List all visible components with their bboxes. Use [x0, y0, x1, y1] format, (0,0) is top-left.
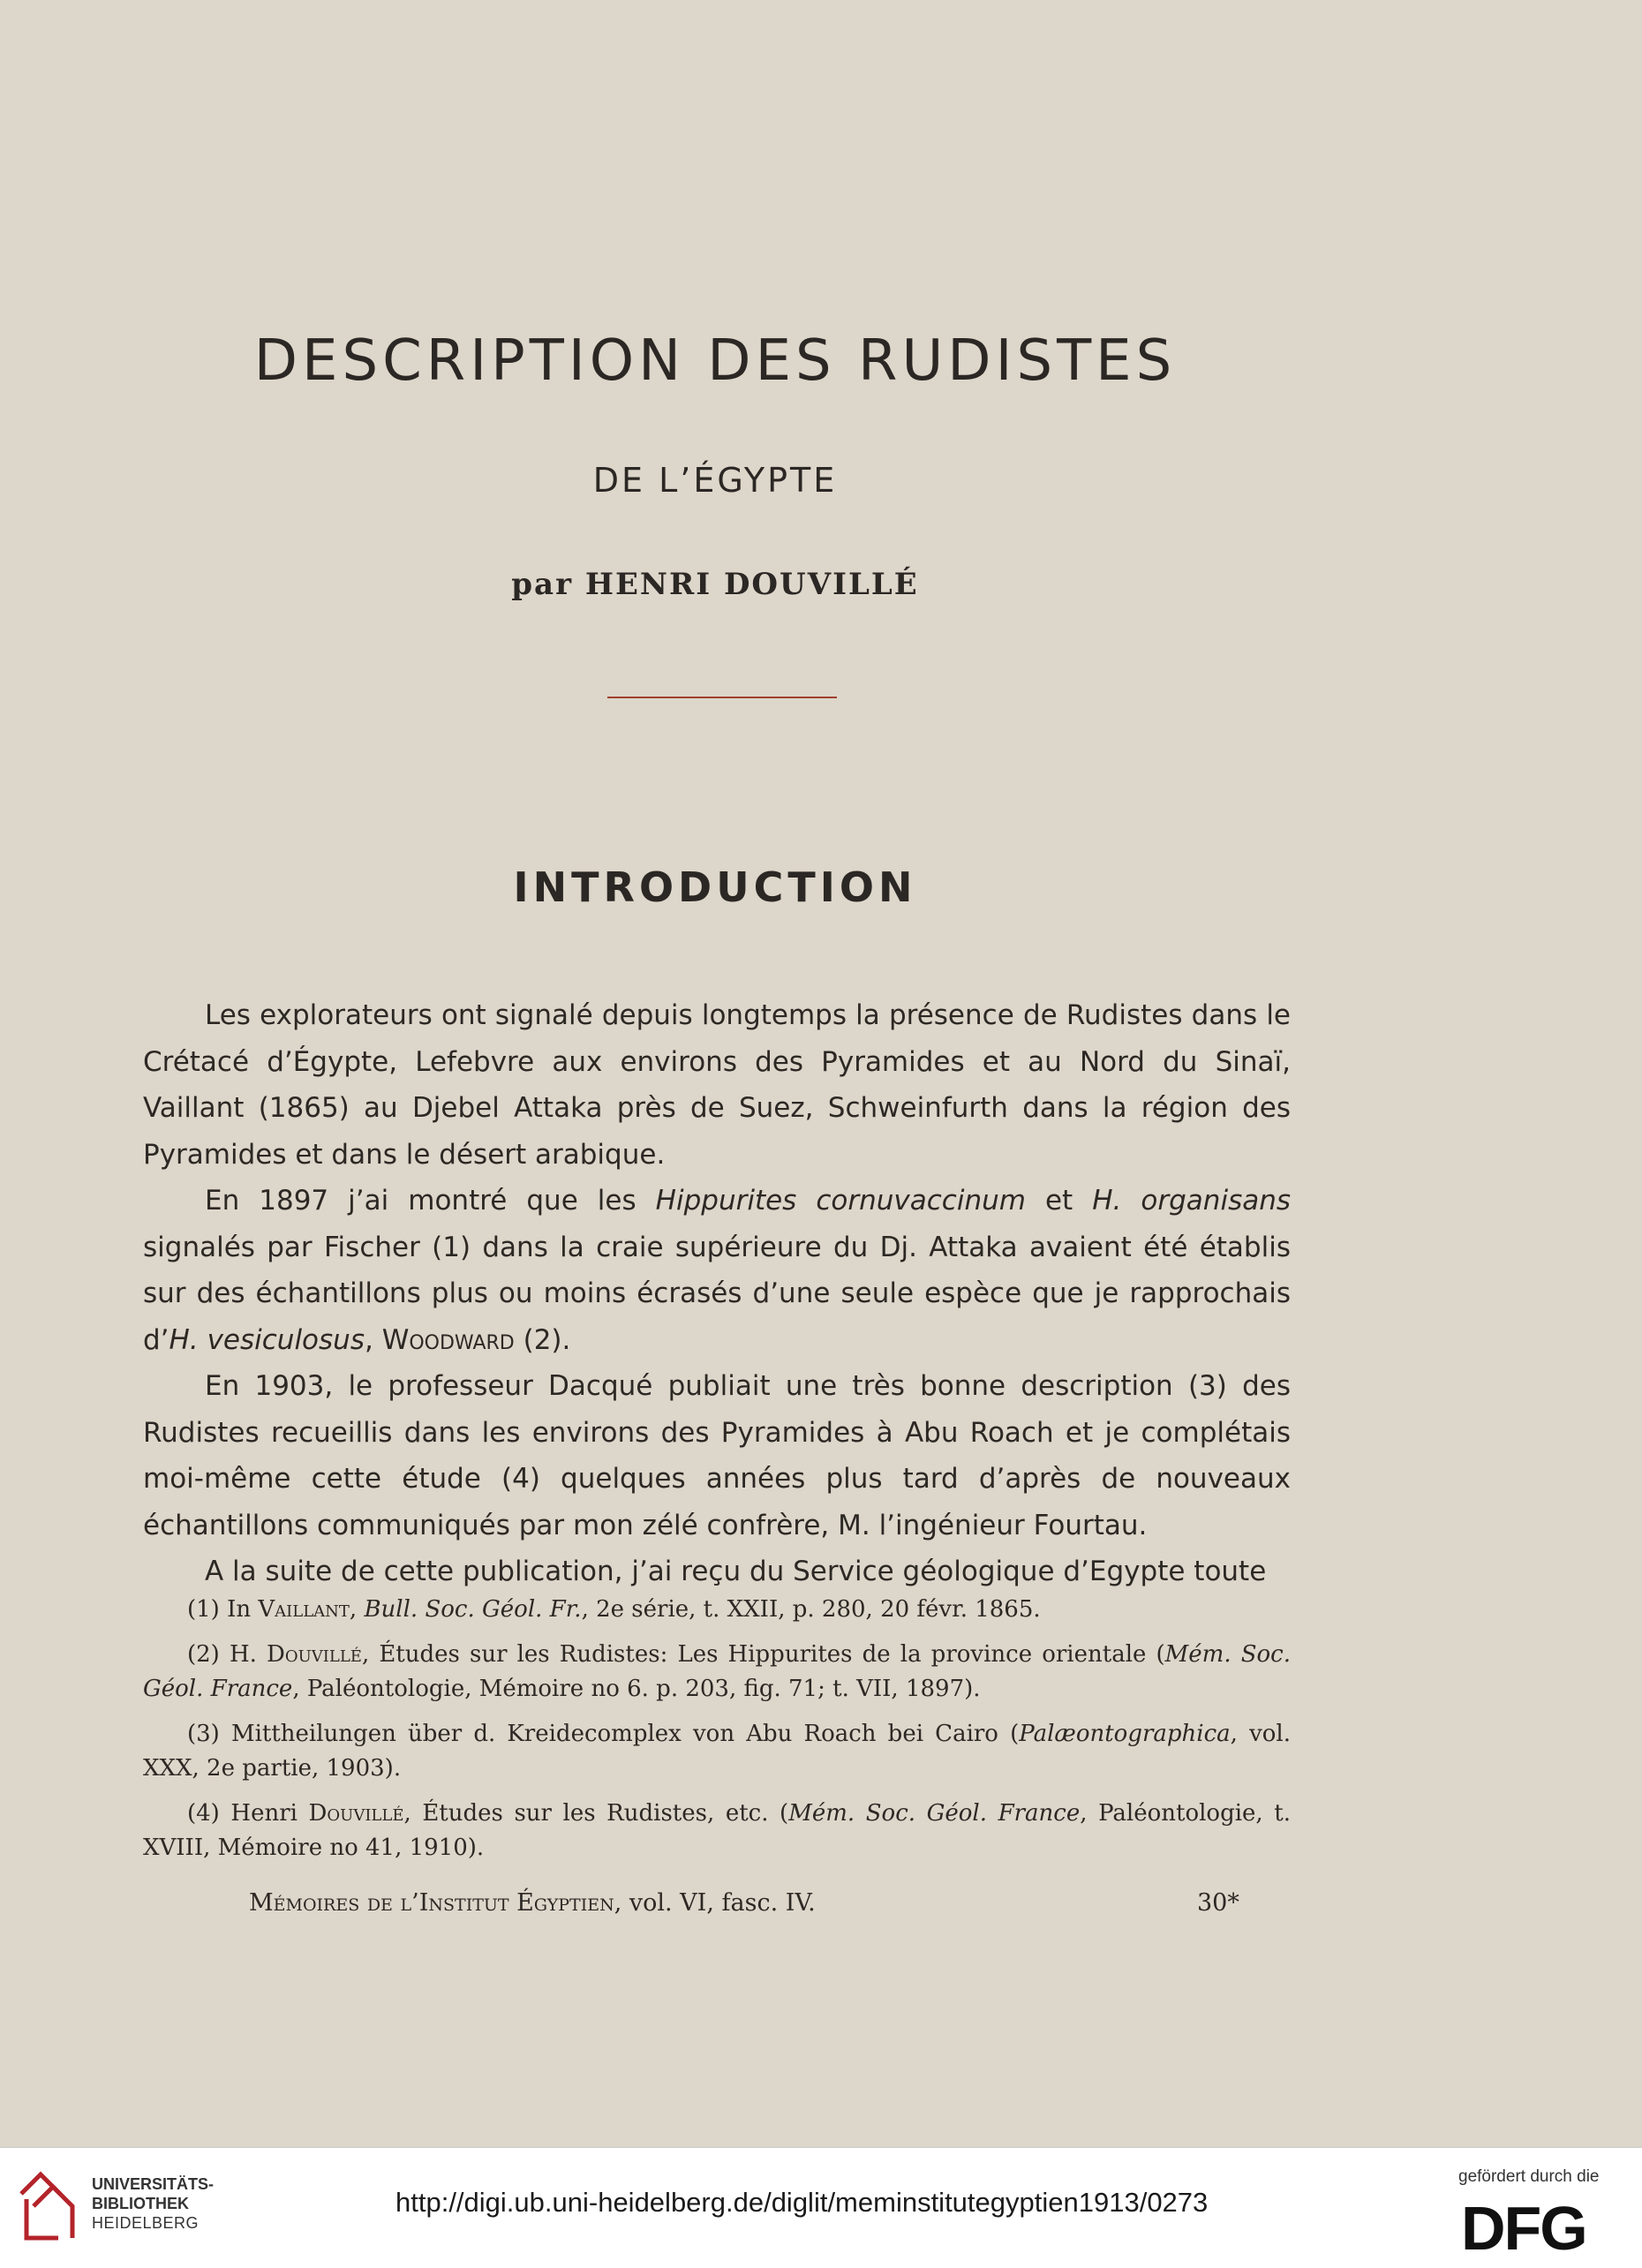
footnote-journal: Mém. Soc. Géol. France [788, 1800, 1081, 1827]
section-heading: INTRODUCTION [513, 863, 917, 911]
dfg-logo[interactable]: DFG [1461, 2194, 1586, 2263]
funding-label: gefördert durch die [1458, 2167, 1600, 2186]
title-divider [607, 697, 837, 698]
footnote-part: , vol. XXX, 2e partie, 1903). [143, 1721, 1291, 1782]
footnote-3 [143, 1717, 1291, 1786]
body-text [143, 992, 1291, 1595]
footnote-part: , Paléontologie, Mémoire no 6. p. 203, fig. 71; t. VII, 1897). [292, 1676, 981, 1702]
document-title: DESCRIPTION DES RUDISTES [253, 328, 1177, 394]
footnote-part: (3) Mittheilungen über d. Kreidecomplex von Abu Roach bei Cairo ( [187, 1721, 1020, 1747]
document-author: par HENRI DOUVILLÉ [511, 567, 919, 602]
running-footer-series: Mémoires de l’Institut Égyptien [249, 1889, 614, 1917]
paragraph-2 [143, 1178, 1291, 1363]
author-name: Woodward [381, 1323, 515, 1356]
footnote-part: , Études sur les Rudistes, etc. ( [403, 1800, 789, 1827]
paragraph-2-part: et [1025, 1185, 1093, 1217]
footnote-4 [143, 1797, 1291, 1865]
paragraph-2-part: , [364, 1323, 382, 1356]
footnote-journal: Bull. Soc. Géol. Fr. [364, 1596, 582, 1623]
paragraph-1: Les explorateurs ont signalé depuis longtemps la présence de Rudistes dans le Crétacé d’Égypte, Lefebvre aux environs des Pyramides et au Nord du Sinaï, Vaillant (1865) au Djebel Attaka près de Suez, Schweinfurth dans la région des Pyramides et dans le désert arabique. [143, 999, 1291, 1171]
paragraph-2-part: En 1897 j’ai montré que les [205, 1185, 656, 1217]
library-name-line3: HEIDELBERG [92, 2214, 200, 2232]
running-footer-volume: , vol. VI, fasc. IV. [614, 1889, 816, 1917]
footnote-part: , Études sur les Rudistes: Les Hippurites de la province orientale ( [361, 1641, 1165, 1668]
footnote-author: Vaillant [258, 1596, 350, 1623]
species-name: H. organisans [1092, 1185, 1292, 1217]
page-number: 30* [1197, 1889, 1239, 1917]
species-name: H. vesiculosus [169, 1323, 365, 1356]
footnote-part: , Paléontologie, t. XVIII, Mémoire no 41, 1910). [143, 1800, 1291, 1861]
footnote-part: (4) Henri [187, 1800, 309, 1827]
library-name-line2: BIBLIOTHEK [92, 2195, 189, 2212]
footnote-2 [143, 1638, 1291, 1707]
university-library-name[interactable] [92, 2174, 214, 2233]
footnote-part: (1) In [187, 1596, 259, 1623]
footnotes [143, 1593, 1291, 1876]
footnote-journal: Mém. Soc. Géol. France [143, 1641, 1291, 1702]
university-library-logo-icon[interactable] [14, 2167, 85, 2247]
footnote-part: , [349, 1596, 365, 1623]
document-subtitle: DE L’ÉGYPTE [592, 461, 838, 500]
digital-library-bar [0, 2147, 1642, 2268]
permalink-url[interactable]: http://digi.ub.uni-heidelberg.de/diglit/meminstitutegyptien1913/0273 [395, 2187, 1209, 2218]
footnote-author: Douvillé [267, 1641, 362, 1668]
paragraph-4: A la suite de cette publication, j’ai reçu du Service géologique d’Egypte toute [205, 1556, 1267, 1587]
running-footer [249, 1889, 816, 1917]
paragraph-3: En 1903, le professeur Dacqué publiait une très bonne description (3) des Rudistes recueillis dans les environs des Pyramides à Abu Roach et je complétais moi-même cette étude (4) quelques années plus tard d’après de nouveaux échantillons communiqués par mon zélé confrère, M. l’ingénieur Fourtau. [143, 1370, 1291, 1541]
footnote-part: , 2e série, t. XXII, p. 280, 20 févr. 1865. [581, 1596, 1041, 1623]
footnote-part: (2) H. [187, 1641, 267, 1668]
footnote-journal: Palæontographica [1019, 1721, 1231, 1747]
footnote-author: Douvillé [308, 1800, 404, 1827]
footnote-1 [143, 1593, 1291, 1627]
paragraph-2-part: (2). [514, 1323, 571, 1356]
paragraph-2-part: signalés par Fischer (1) dans la craie supérieure du Dj. Attaka avaient été établis sur des échantillons plus ou moins écrasés d’une seule espèce que je rapprochais d’ [143, 1231, 1291, 1356]
species-name: Hippurites cornuvaccinum [655, 1185, 1026, 1217]
library-name-line1: UNIVERSITÄTS- [92, 2175, 215, 2193]
